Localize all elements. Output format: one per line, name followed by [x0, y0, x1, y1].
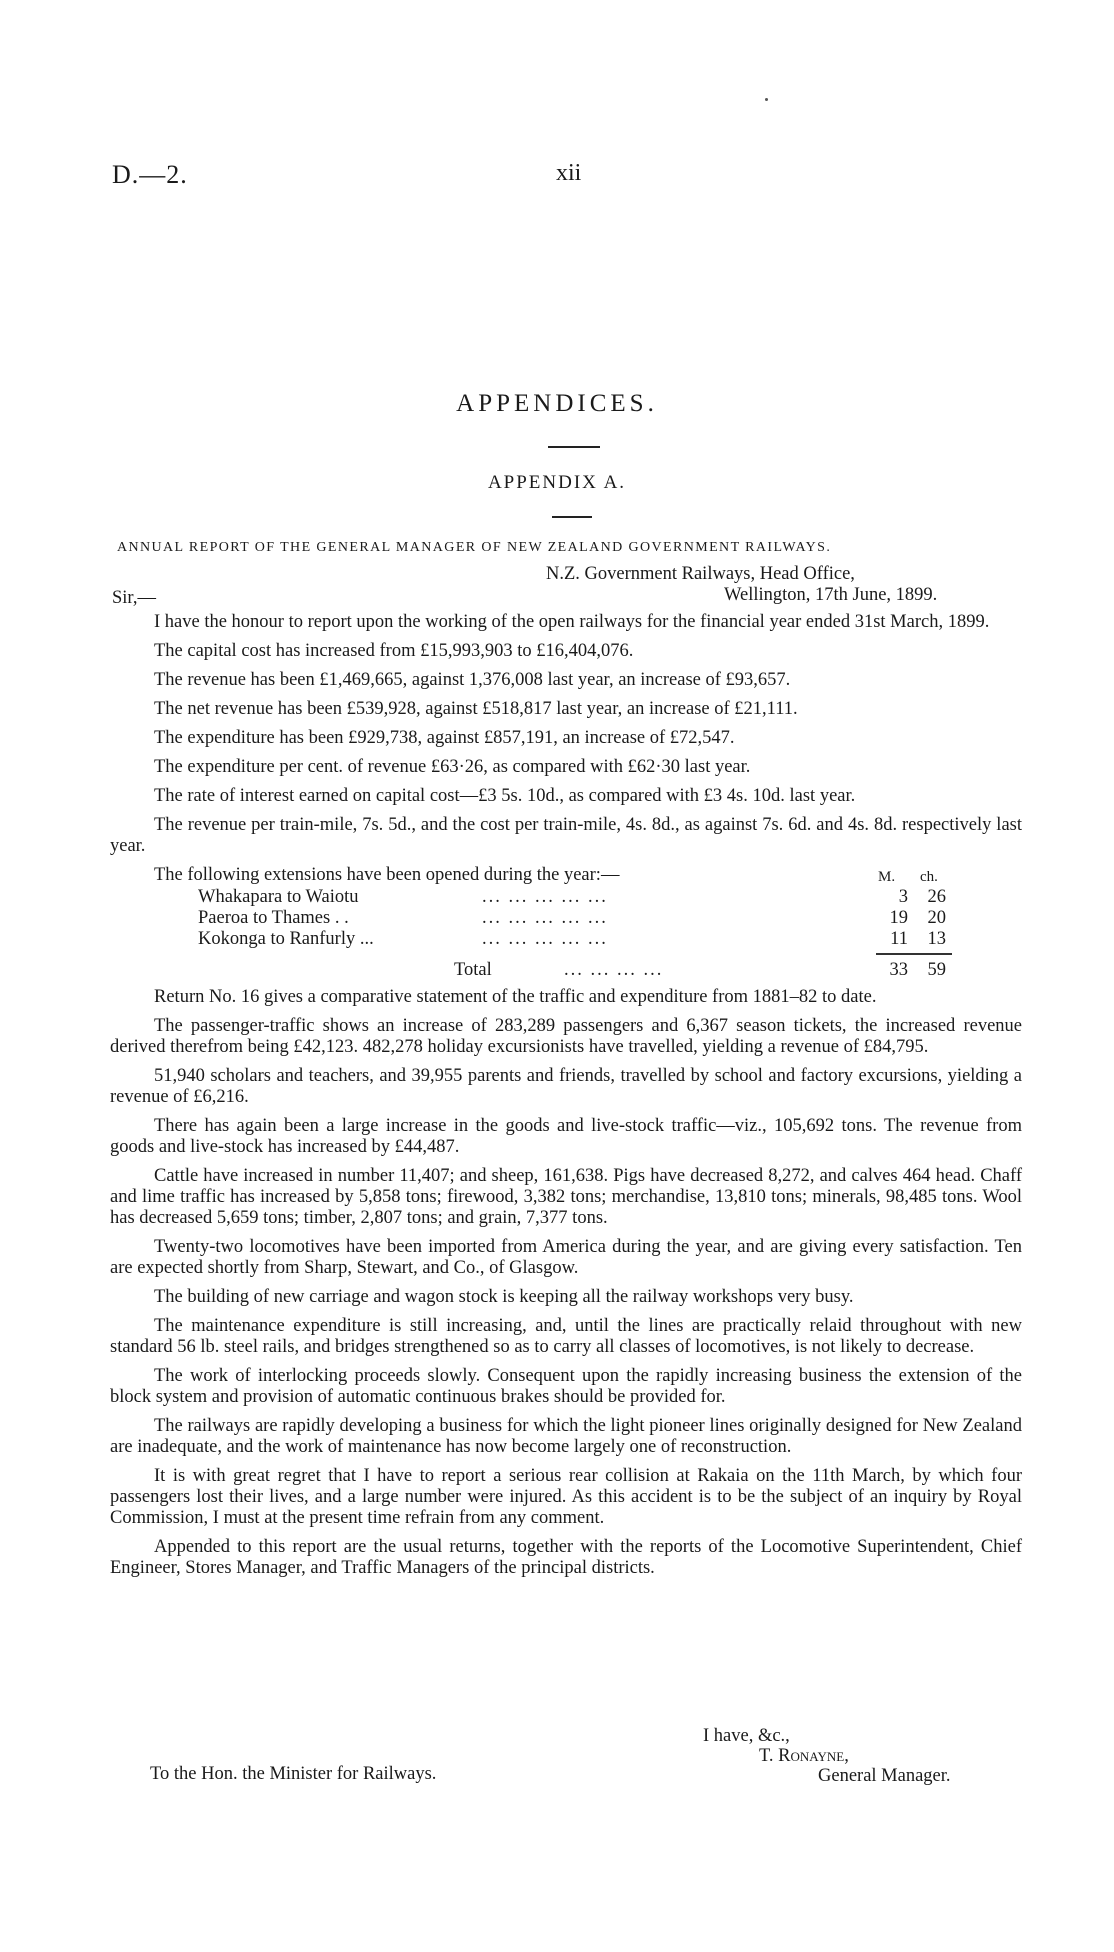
miles-value: 11 [890, 929, 908, 949]
table-row [110, 887, 1022, 908]
table-row [110, 929, 1022, 950]
paragraph: The passenger-traffic shows an increase of 283,289 passengers and 6,367 season tickets, the increased revenue derived therefrom being £42,123. 482,278 holiday excursionists have travelled, yielding a revenue of £84,795. [110, 1016, 1022, 1057]
leader-dots: ... ... ... ... ... [482, 908, 608, 928]
paragraph: The revenue per train-mile, 7s. 5d., and the cost per train-mile, 4s. 8d., as against 7s. 6d. and 4s. 8d. respectively last year. [110, 815, 1022, 856]
paragraph: The capital cost has increased from £15,993,903 to £16,404,076. [154, 641, 634, 661]
paragraph: I have the honour to report upon the working of the open railways for the financial year ended 31st March, 1899. [154, 612, 990, 632]
paragraph: The work of interlocking proceeds slowly. Consequent upon the rapidly increasing business the extension of the block system and provision of automatic continuous brakes should be provided for. [110, 1366, 1022, 1407]
paragraph: Cattle have increased in number 11,407; and sheep, 161,638. Pigs have decreased 8,272, and calves 464 head. Chaff and lime traffic has increased by 5,858 tons; firewood, 3,382 tons; merchandise, 13,810 tons; minerals, 98,485 tons. Wool has decreased 5,659 tons; timber, 2,807 tons; and grain, 7,377 tons. [110, 1166, 1022, 1228]
paragraph: The rate of interest earned on capital cost—£3 5s. 10d., as compared with £3 4s. 10d. last year. [154, 786, 856, 806]
total-label: Total [454, 960, 492, 980]
addressee-line: To the Hon. the Minister for Railways. [150, 1764, 437, 1784]
paragraph: It is with great regret that I have to report a serious rear collision at Rakaia on the 11th March, by which four passengers lost their lives, and a large number were injured. As this accident is to be the subject of an inquiry by Royal Commission, I must at the present time refrain from any comment. [110, 1466, 1022, 1528]
report-heading: ANNUAL REPORT OF THE GENERAL MANAGER OF NEW ZEALAND GOVERNMENT RAILWAYS. [117, 540, 832, 555]
document-reference: D.—2. [112, 160, 188, 189]
column-header-miles: M. [878, 869, 896, 885]
extension-name: Paeroa to Thames . . [198, 908, 349, 928]
extensions-table [110, 865, 1022, 983]
paragraph: The revenue has been £1,469,665, against 1,376,008 last year, an increase of £93,657. [154, 670, 791, 690]
appendix-subtitle: APPENDIX A. [487, 472, 627, 493]
paragraph: Return No. 16 gives a comparative statement of the traffic and expenditure from 1881–82 to date. [154, 987, 877, 1007]
table-total-row [110, 960, 1022, 981]
total-miles: 33 [889, 960, 908, 980]
leader-dots: ... ... ... ... ... [482, 929, 608, 949]
signer-name: T. Ronayne, [759, 1746, 849, 1766]
paragraph: The net revenue has been £539,928, against £518,817 last year, an increase of £21,111. [154, 699, 798, 719]
paragraph: The expenditure per cent. of revenue £63·26, as compared with £62·30 last year. [154, 757, 751, 777]
chains-value: 20 [927, 908, 946, 928]
paragraph: The railways are rapidly developing a business for which the light pioneer lines originally designed for New Zealand are inadequate, and the work of maintenance has now become largely one of reconstruction. [110, 1416, 1022, 1457]
column-header-chains: ch. [920, 869, 938, 885]
total-chains: 59 [927, 960, 946, 980]
scan-speck [765, 98, 768, 101]
miles-value: 19 [889, 908, 908, 928]
title-divider [548, 446, 600, 448]
chains-value: 13 [927, 929, 946, 949]
report-body [110, 612, 1022, 1579]
signer-title: General Manager. [818, 1766, 951, 1786]
paragraph: The expenditure has been £929,738, against £857,191, an increase of £72,547. [154, 728, 735, 748]
paragraph: 51,940 scholars and teachers, and 39,955 parents and friends, travelled by school and factory excursions, yielding a revenue of £6,216. [110, 1066, 1022, 1107]
subtitle-divider [552, 516, 592, 518]
table-row [110, 908, 1022, 929]
address-line-2: Wellington, 17th June, 1899. [724, 585, 938, 605]
paragraph: Twenty-two locomotives have been imported from America during the year, and are giving every satisfaction. Ten are expected shortly from Sharp, Stewart, and Co., of Glasgow. [110, 1237, 1022, 1278]
paragraph: There has again been a large increase in the goods and live-stock traffic—viz., 105,692 tons. The revenue from goods and live-stock has increased by £44,487. [110, 1116, 1022, 1157]
chains-value: 26 [927, 887, 946, 907]
paragraph: The maintenance expenditure is still increasing, and, until the lines are practically relaid throughout with new standard 56 lb. steel rails, and bridges strengthened so as to carry all classes of locomotives, is not likely to decrease. [110, 1316, 1022, 1357]
address-line-1: N.Z. Government Railways, Head Office, [546, 564, 855, 584]
closing-line: I have, &c., [703, 1726, 790, 1746]
extensions-intro: The following extensions have been opened during the year:— [154, 865, 620, 885]
leader-dots: ... ... ... ... [564, 960, 664, 980]
page-number: xii [556, 160, 582, 186]
extension-name: Whakapara to Waiotu [198, 887, 359, 907]
page-title: APPENDICES. [456, 390, 658, 417]
paragraph: Appended to this report are the usual returns, together with the reports of the Locomotive Superintendent, Chief Engineer, Stores Manager, and Traffic Managers of the principal districts. [110, 1537, 1022, 1578]
miles-value: 3 [898, 887, 908, 907]
extension-name: Kokonga to Ranfurly ... [198, 929, 374, 949]
leader-dots: ... ... ... ... ... [482, 887, 608, 907]
salutation: Sir,— [112, 588, 156, 608]
total-rule [876, 953, 952, 955]
paragraph: The building of new carriage and wagon stock is keeping all the railway workshops very busy. [154, 1287, 854, 1307]
